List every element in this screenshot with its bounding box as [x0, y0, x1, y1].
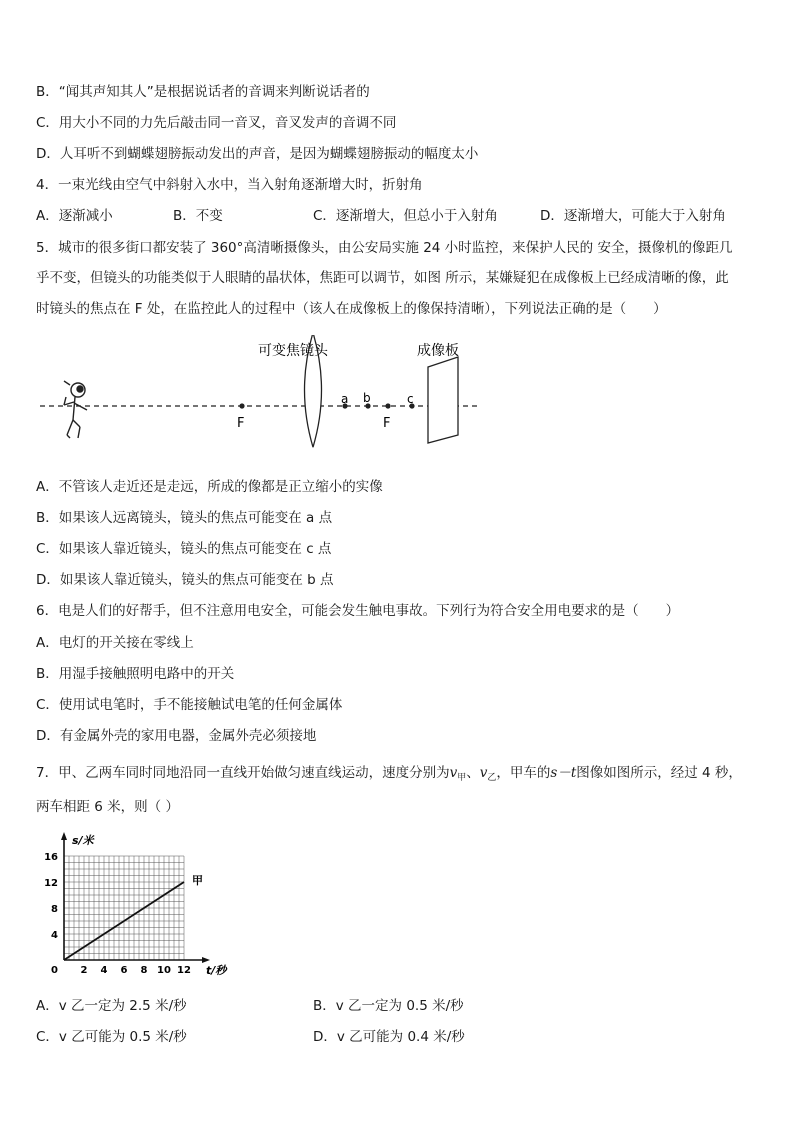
focus-left-dot [239, 403, 244, 408]
x-tick-label: 12 [177, 965, 191, 976]
q6-stem: 6．电是人们的好帮手，但不注意用电安全，可能会发生触电事故。下列行为符合安全用电要求的是（ ） [36, 603, 680, 619]
q4-stem: 4．一束光线由空气中斜射入水中，当入射角逐渐增大时，折射角 [36, 177, 423, 193]
q5-stem-line2: 乎不变，但镜头的功能类似于人眼睛的晶状体，焦距可以调节，如图 所示，某嫌疑犯在成像板上已经成清晰的像，此 [36, 270, 729, 286]
q7-option-d: D．v 乙可能为 0.4 米/秒 [313, 1029, 465, 1045]
q4-option-a: A．逐渐减小 [36, 208, 113, 224]
q5-option-b: B．如果该人远离镜头，镜头的焦点可能变在 a 点 [36, 510, 333, 526]
series-label-jia: 甲 [192, 874, 203, 887]
x-axis-label: t/秒 [206, 964, 227, 977]
y-tick-label: 4 [51, 930, 58, 941]
s-t-chart [40, 830, 250, 980]
point-b-label: b [363, 391, 371, 405]
q4-option-c: C．逐渐增大，但总小于入射角 [313, 208, 498, 224]
q5-option-d: D．如果该人靠近镜头，镜头的焦点可能变在 b 点 [36, 572, 334, 588]
board-label: 成像板 [417, 343, 459, 359]
focus-left-label: F [237, 416, 245, 431]
q6-option-a: A．电灯的开关接在零线上 [36, 635, 194, 651]
q5-stem-line1: 5．城市的很多街口都安装了 360°高清晰摄像头，由公安局实施 24 小时监控，来保护人民的 安全，摄像机的像距几 [36, 240, 733, 256]
q7-stem-line2: 两车相距 6 米，则（ ） [36, 799, 179, 815]
q6-option-c: C．使用试电笔时，手不能接触试电笔的任何金属体 [36, 697, 343, 713]
v-jia-subscript: 甲 [457, 773, 467, 783]
v-yi-subscript: 乙 [487, 773, 497, 783]
q7-option-b: B．v 乙一定为 0.5 米/秒 [313, 998, 464, 1014]
y-tick-label: 12 [44, 878, 58, 889]
q6-option-b: B．用湿手接触照明电路中的开关 [36, 666, 235, 682]
q5-stem-line3: 时镜头的焦点在 F 处，在监控此人的过程中（该人在成像板上的像保持清晰），下列说法正确的是（ ） [36, 301, 667, 317]
q7-option-c: C．v 乙可能为 0.5 米/秒 [36, 1029, 187, 1045]
focus-right-dot [385, 403, 390, 408]
q5-option-c: C．如果该人靠近镜头，镜头的焦点可能变在 c 点 [36, 541, 332, 557]
suspect-figure [64, 381, 87, 438]
x-tick-label: 8 [140, 965, 148, 976]
q7-stem-line1 [36, 764, 742, 787]
x-tick-label: 10 [157, 965, 171, 976]
q7-separator: 、 [466, 765, 480, 781]
q3-option-b: B．“闻其声知其人”是根据说话者的音调来判断说话者的 [36, 84, 370, 100]
x-tick-label: 4 [100, 965, 108, 976]
x-tick-label: 2 [80, 965, 88, 976]
y-tick-label: 16 [44, 852, 58, 863]
q7-stem-part3: 图像如图所示，经过 4 秒， [576, 765, 742, 781]
q7-option-a: A．v 乙一定为 2.5 米/秒 [36, 998, 187, 1014]
v-jia-symbol: v [449, 765, 458, 781]
q3-option-d: D．人耳听不到蝴蝶翅膀振动发出的声音，是因为蝴蝶翅膀振动的幅度太小 [36, 146, 479, 162]
y-tick-label: 8 [51, 904, 58, 915]
x-tick-label: 0 [51, 965, 58, 976]
q7-stem-part1: 7．甲、乙两车同时同地沿同一直线开始做匀速直线运动，速度分别为 [36, 765, 450, 781]
v-yi-symbol: v [479, 765, 488, 781]
x-axis-arrow [202, 957, 210, 963]
point-c-label: c [407, 392, 414, 406]
imaging-board [428, 357, 458, 443]
x-tick-label: 6 [120, 965, 128, 976]
y-axis-arrow [61, 832, 67, 840]
lens-label: 可变焦镜头 [258, 343, 328, 359]
q4-option-b: B．不变 [173, 208, 223, 224]
point-a-label: a [341, 392, 349, 406]
focus-right-label: F [383, 416, 391, 431]
q6-option-d: D．有金属外壳的家用电器，金属外壳必须接地 [36, 728, 317, 744]
y-axis-label: s/米 [72, 834, 94, 847]
q3-option-c: C．用大小不同的力先后敲击同一音叉，音叉发声的音调不同 [36, 115, 397, 131]
st-symbol: s－t [550, 765, 577, 781]
q4-option-d: D．逐渐增大，可能大于入射角 [540, 208, 726, 224]
lens-figure [40, 335, 490, 455]
q5-option-a: A．不管该人走近还是走远，所成的像都是正立缩小的实像 [36, 479, 383, 495]
q7-stem-part2: ，甲车的 [496, 765, 551, 781]
